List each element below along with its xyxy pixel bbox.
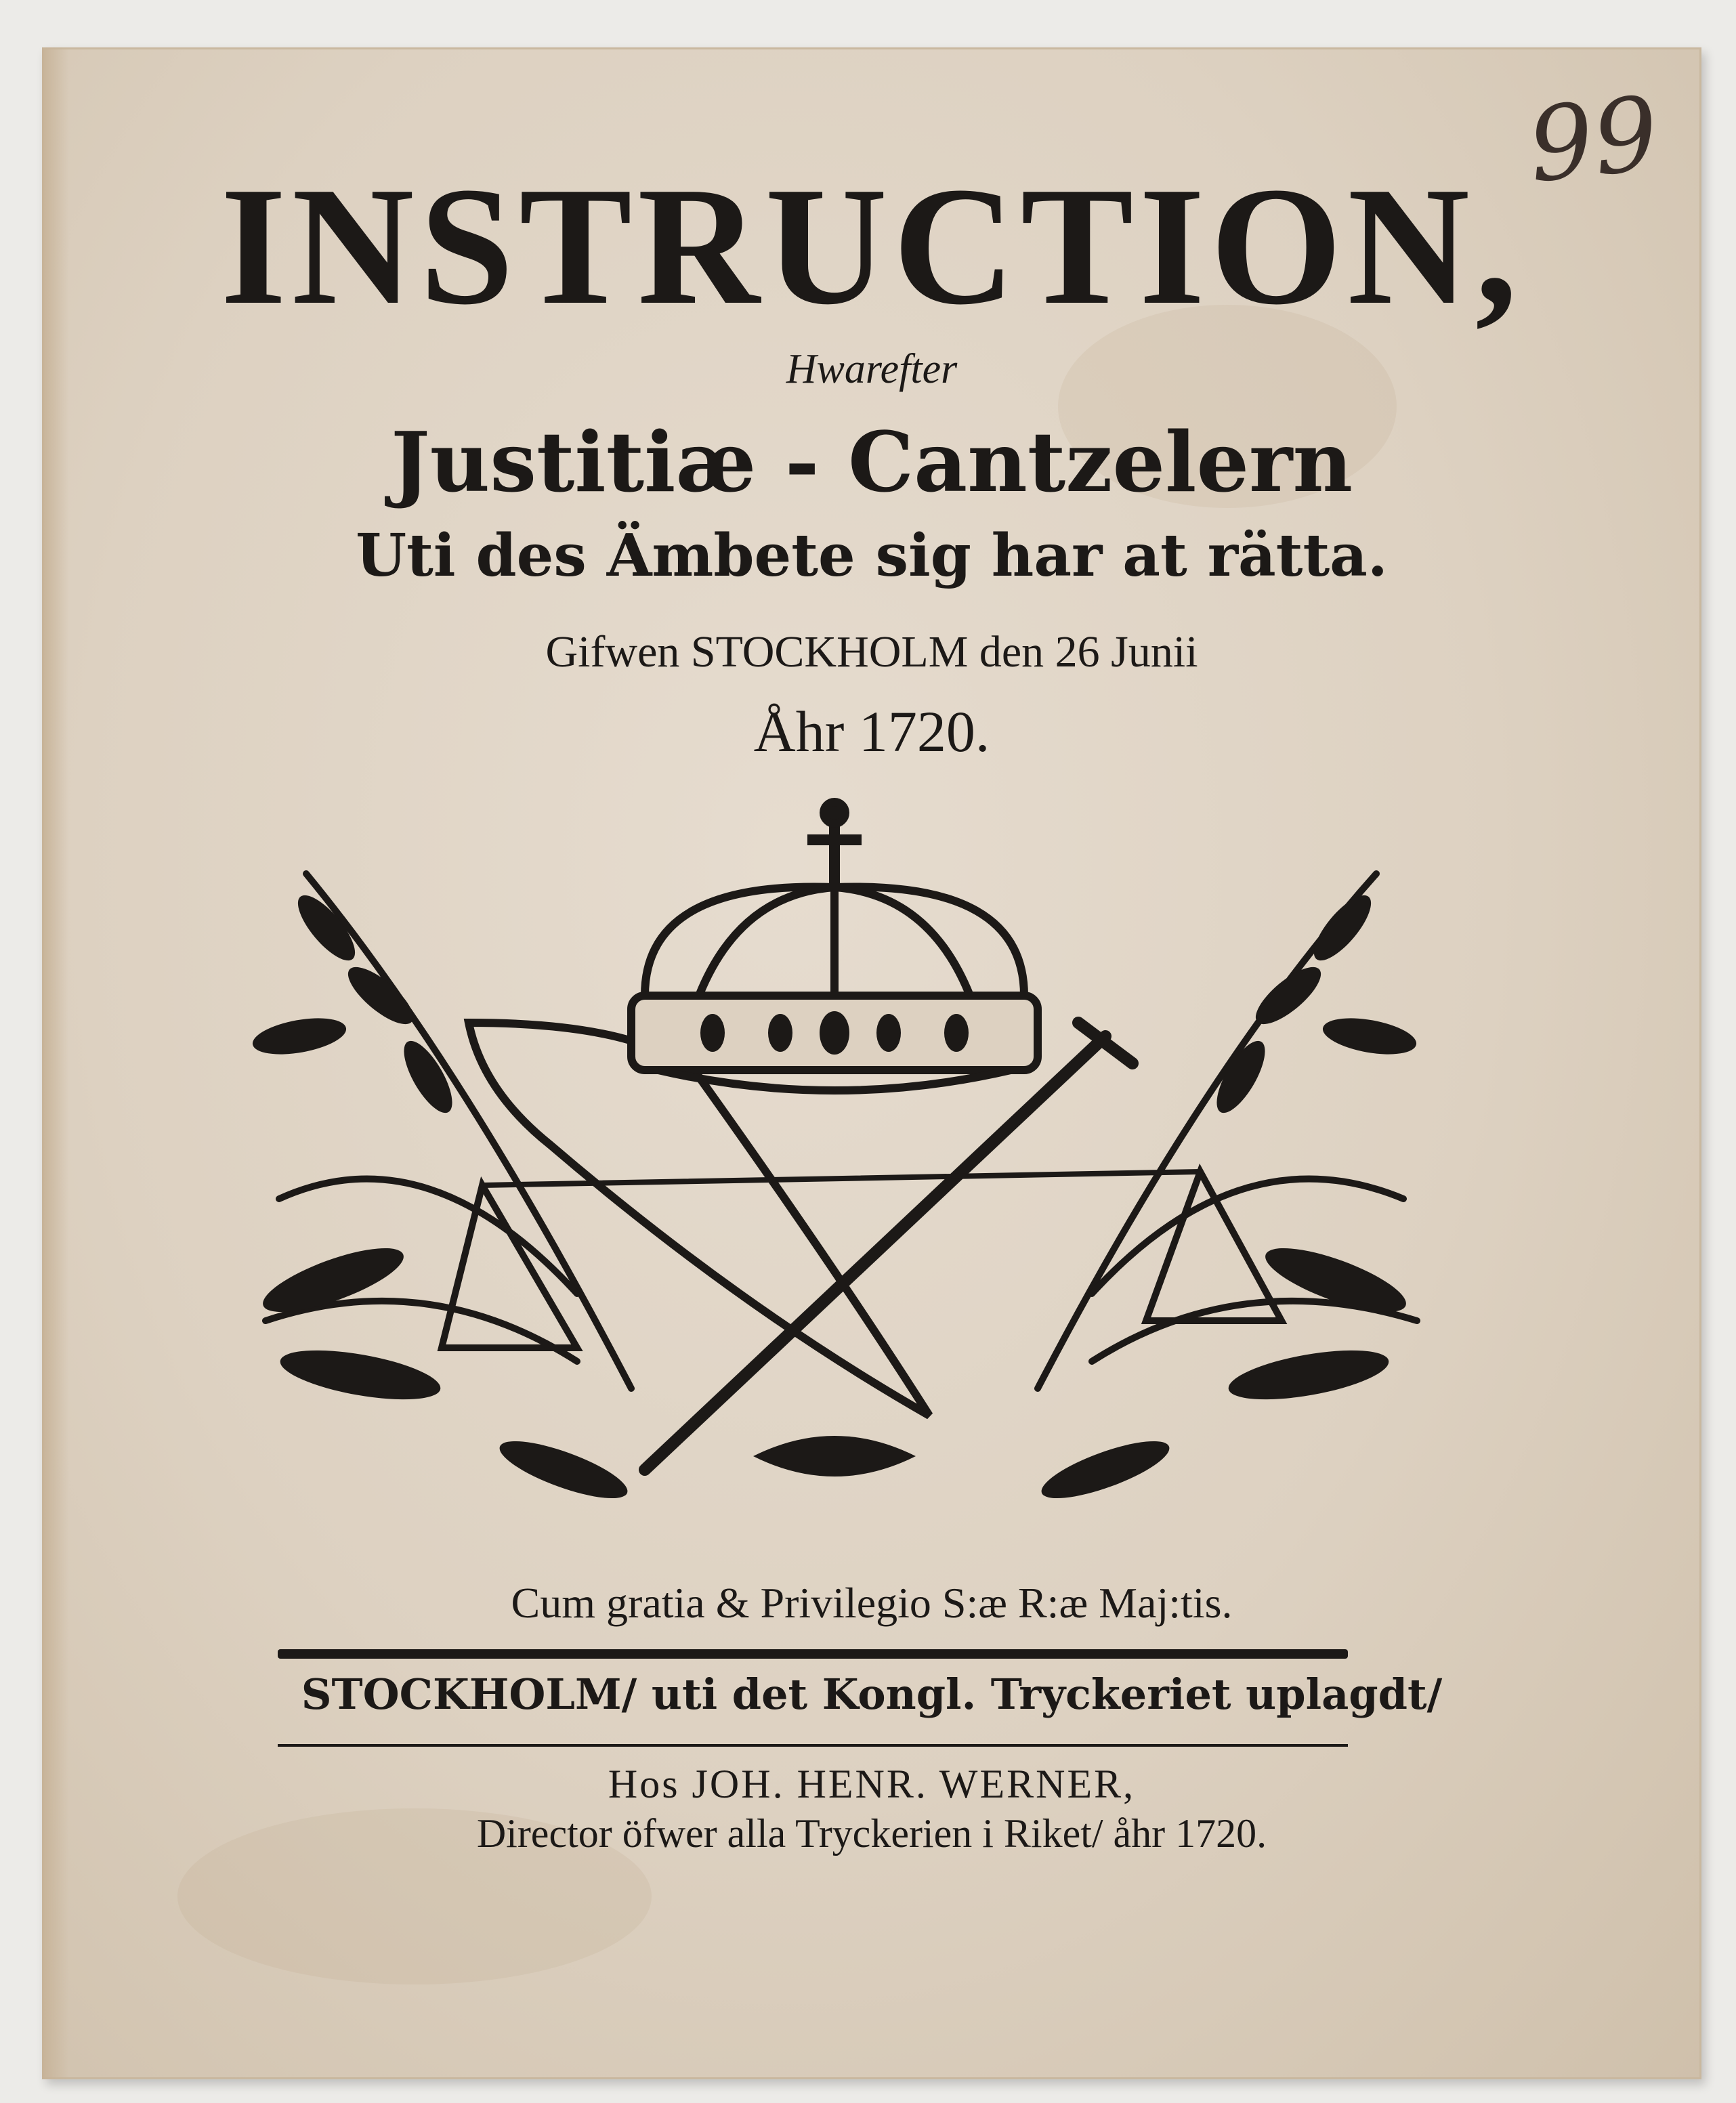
title-line-date: Gifwen STOCKHOLM den 26 Junii	[545, 627, 1198, 677]
divider-thin	[278, 1744, 1348, 1747]
imprint-line-2: Hos JOH. HENR. WERNER,	[608, 1762, 1136, 1806]
imprint-line-1: STOCKHOLM/ uti det Kongl. Tryckeriet uplagdt/	[301, 1670, 1443, 1719]
ribbon-knot	[753, 1436, 916, 1477]
imprint-line-3: Director öfwer alla Tryckerien i Riket/ åhr 1720.	[476, 1811, 1267, 1856]
title-line-hwarefter: Hwarefter	[786, 346, 958, 392]
divider-thick	[278, 1649, 1348, 1659]
title-line-justitiae: Justitiæ - Cantzelern	[390, 413, 1353, 511]
handwritten-page-number: 99	[1523, 75, 1664, 206]
document-page	[42, 47, 1701, 2079]
document-title: INSTRUCTION,	[220, 152, 1523, 340]
title-line-ambete: Uti des Ämbete sig har at rätta.	[356, 522, 1388, 590]
title-line-year: Åhr 1720.	[753, 699, 990, 764]
royal-emblem-woodcut	[225, 792, 1444, 1537]
laurel-branch-icon	[1038, 874, 1417, 1388]
privilege-line: Cum gratia & Privilegio S:æ R:æ Maj:tis.	[511, 1579, 1233, 1627]
